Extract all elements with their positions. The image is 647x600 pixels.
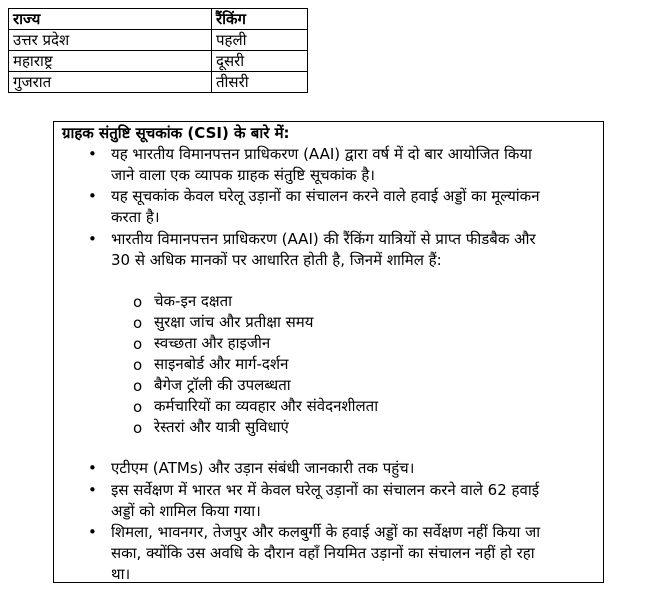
- sub-item: साइनबोर्ड और मार्ग-दर्शन: [154, 355, 289, 373]
- sub-bullet-marker: o: [133, 398, 143, 416]
- table-row: [9, 51, 308, 72]
- csi-info-box: [53, 121, 604, 583]
- bullet-item: [111, 186, 601, 228]
- table-row: [9, 72, 308, 93]
- bullet-item: [111, 480, 601, 522]
- bullet-marker: •: [88, 459, 97, 477]
- table-row: [9, 30, 308, 51]
- sub-item: स्वच्छता और हाइजीन: [154, 334, 271, 352]
- sub-bullet-marker: o: [133, 377, 143, 395]
- sub-item: कर्मचारियों का व्यवहार और संवेदनशीलता: [154, 397, 379, 415]
- bullet-line: सका, क्योंकि उस अवधि के दौरान वहाँ नियमित उड़ानों का संचालन नहीं हो रहा: [111, 544, 535, 562]
- bullet-marker: •: [88, 145, 97, 163]
- sub-item: रेस्तरां और यात्री सुविधाएं: [154, 418, 289, 436]
- header-state: राज्य: [9, 9, 212, 30]
- bullet-line: यह सूचकांक केवल घरेलू उड़ानों का संचालन करने वाले हवाई अड्डों का मूल्यांकन: [111, 187, 540, 205]
- table-header-row: [9, 9, 308, 30]
- bullet-item: [111, 144, 601, 186]
- bullet-marker: •: [88, 481, 97, 499]
- bullet-line: अड्डों को शामिल किया गया।: [111, 502, 261, 520]
- box-title: ग्राहक संतुष्टि सूचकांक (CSI) के बारे में:: [62, 124, 290, 142]
- bullet-line: इस सर्वेक्षण में भारत भर में केवल घरेलू उड़ानों का संचालन करने वाले 62 हवाई: [111, 481, 540, 499]
- ranking-table: [8, 8, 308, 93]
- bullet-item: [111, 458, 601, 479]
- bullet-marker: •: [88, 187, 97, 205]
- cell-state: महाराष्ट्र: [9, 51, 212, 72]
- cell-state: गुजरात: [9, 72, 212, 93]
- header-ranking: रैंकिंग: [212, 9, 308, 30]
- bullet-marker: •: [88, 523, 97, 541]
- sub-bullet-marker: o: [133, 419, 143, 437]
- sub-item: चेक-इन दक्षता: [154, 292, 233, 310]
- sub-bullet-marker: o: [133, 314, 143, 332]
- bullet-line: यह भारतीय विमानपत्तन प्राधिकरण (AAI) द्वारा वर्ष में दो बार आयोजित किया: [111, 145, 532, 163]
- bullet-line: शिमला, भावनगर, तेजपुर और कलबुर्गी के हवाई अड्डों का सर्वेक्षण नहीं किया जा: [111, 523, 541, 541]
- cell-ranking: दूसरी: [212, 51, 308, 72]
- sub-bullet-marker: o: [133, 335, 143, 353]
- bullet-item: [111, 229, 601, 271]
- cell-ranking: पहली: [212, 30, 308, 51]
- sub-item: बैगेज ट्रॉली की उपलब्धता: [154, 376, 291, 394]
- bullet-marker: •: [88, 230, 97, 248]
- bullet-line: करता है।: [111, 208, 160, 226]
- bullet-line: भारतीय विमानपत्तन प्राधिकरण (AAI) की रैंकिंग यात्रियों से प्राप्त फीडबैक और: [111, 230, 536, 248]
- sub-item: सुरक्षा जांच और प्रतीक्षा समय: [154, 313, 314, 331]
- bullet-line: 30 से अधिक मानकों पर आधारित होती है, जिनमें शामिल हैं:: [111, 251, 442, 269]
- cell-state: उत्तर प्रदेश: [9, 30, 212, 51]
- sub-bullet-marker: o: [133, 293, 143, 311]
- bullet-line: एटीएम (ATMs) और उड़ान संबंधी जानकारी तक पहुंच।: [111, 459, 415, 477]
- bullet-line: जाने वाला एक व्यापक ग्राहक संतुष्टि सूचकांक है।: [111, 166, 375, 184]
- bullet-line: था।: [111, 565, 131, 583]
- sub-bullet-marker: o: [133, 356, 143, 374]
- bullet-item: [111, 522, 601, 585]
- cell-ranking: तीसरी: [212, 72, 308, 93]
